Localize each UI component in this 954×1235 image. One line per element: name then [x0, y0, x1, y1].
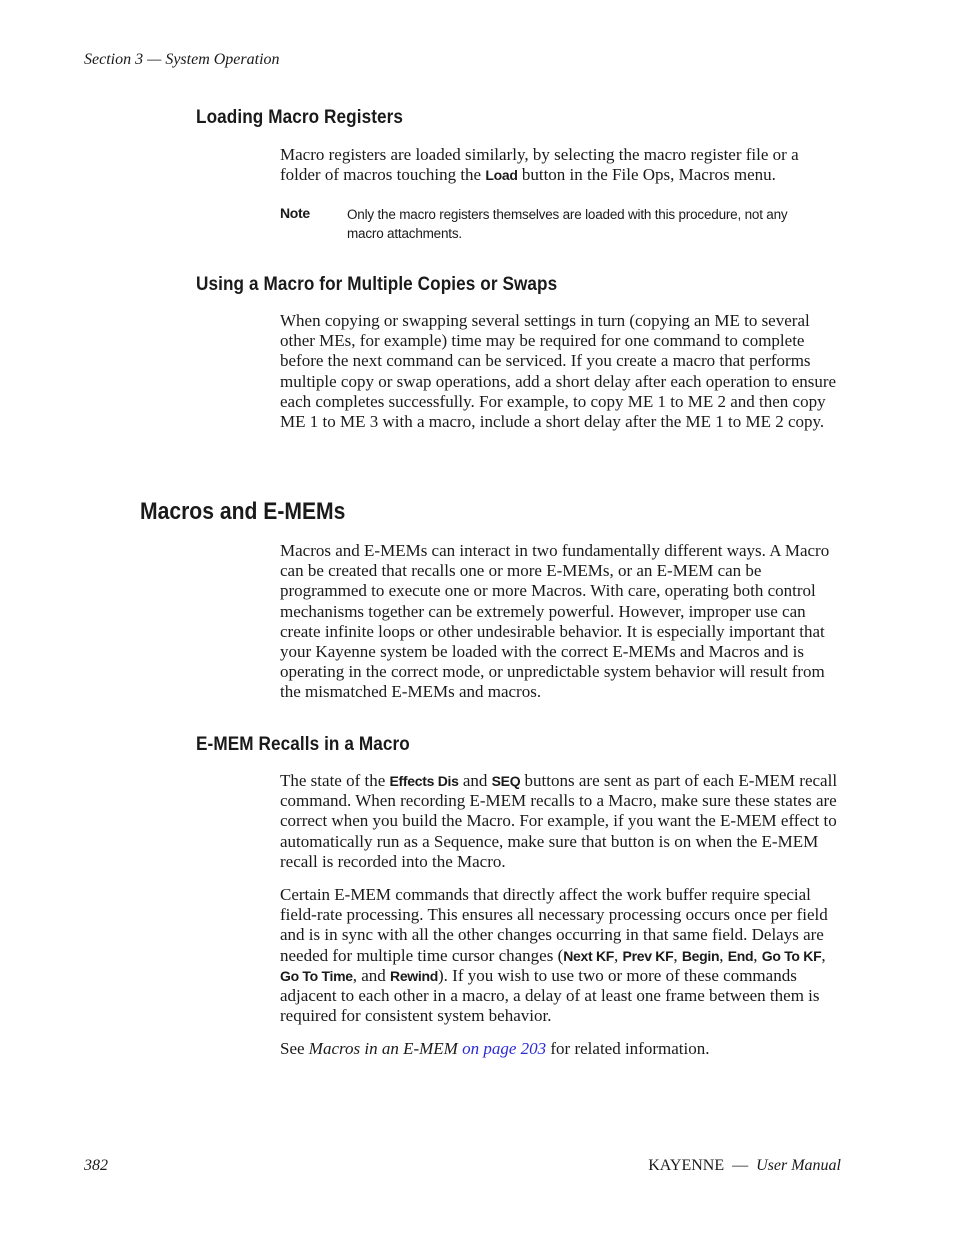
emem-recalls-paragraph-2: [280, 885, 842, 1026]
separator: , and: [352, 965, 391, 985]
separator: ,: [753, 945, 762, 965]
xref-title: Macros in an E-MEM: [308, 1039, 458, 1058]
heading-loading-macro-registers: Loading Macro Registers: [196, 106, 404, 128]
macros-emems-paragraph: Macros and E-MEMs can interact in two fundamentally different ways. A Macro can be created that recalls one or more E-MEMs, or an E-MEM can be programmed to execute one or more Macros. With care, operating both control mechanisms together can be extremely powerful. However, improper use can create infinite loops or other undesirable behavior. It is especially important that your Kayenne system be loaded with the correct E-MEMs and Macros and is operating in the correct mode, or unpredictable system behavior will result from the mismatched E-MEMs and macros.: [280, 541, 830, 702]
begin-label: Begin: [681, 947, 720, 964]
end-label: End: [727, 947, 754, 964]
note-text: Only the macro registers themselves are loaded with this procedure, not any macro attachments.: [347, 207, 788, 241]
separator: ,: [614, 945, 623, 965]
footer-product: KAYENNE: [648, 1157, 725, 1174]
heading-using-macro-copies-swaps: Using a Macro for Multiple Copies or Swaps: [196, 273, 558, 295]
footer-manual: User Manual: [756, 1157, 841, 1174]
loading-text-2: button in the File Ops, Macros menu.: [517, 165, 776, 185]
footer-dash: —: [732, 1157, 749, 1174]
emem-text-1a: The state of the: [280, 771, 390, 790]
using-paragraph: When copying or swapping several settings in turn (copying an ME to several other MEs, for example) time may be required for one command to complete before the next command can be serviced. If you create a macro that performs multiple copy or swap operations, add a short delay after each operation to ensure each completes successfully. For example, to copy ME 1 to ME 2 and then copy ME 1 to ME 3 with a macro, include a short delay after the ME 1 to ME 2 copy.: [280, 311, 837, 432]
loading-text-1: Macro registers are loaded similarly, by selecting the macro register file or a folder of macros touching the: [280, 145, 799, 185]
separator: ,: [673, 945, 682, 965]
see-text: See: [280, 1039, 309, 1058]
load-button-label: Load: [485, 167, 518, 184]
running-head: Section 3 — System Operation: [84, 51, 280, 68]
emem-text-1c: buttons are sent as part of each E-MEM recall command. When recording E-MEM recalls to a Macro, make sure these states are correct when you build the Macro. For example, if you want the E-MEM effect to automatically run as a Sequence, make sure that button is on when the E-MEM recall is recorded into the Macro.: [280, 771, 838, 871]
emem-recalls-paragraph-1: [280, 771, 842, 872]
heading-macros-and-emems: Macros and E-MEMs: [140, 498, 346, 525]
seq-button-label: SEQ: [491, 773, 521, 789]
go-to-time-label: Go To Time: [280, 967, 353, 984]
loading-paragraph: [280, 145, 842, 185]
go-to-kf-label: Go To KF: [761, 947, 822, 964]
effects-dis-button-label: Effects Dis: [389, 773, 459, 789]
page-number: 382: [84, 1157, 108, 1174]
emem-text-2b: ). If you wish to use two or more of these commands adjacent to each other in a macro, a delay of at least one frame between them is required for consistent system behavior.: [280, 965, 820, 1026]
heading-emem-recalls: E-MEM Recalls in a Macro: [196, 733, 410, 755]
emem-text-1b: and: [458, 771, 492, 790]
separator: ,: [719, 945, 728, 965]
see-end-text: for related information.: [546, 1039, 710, 1058]
page-reference-link[interactable]: on page 203: [462, 1039, 547, 1058]
see-also-paragraph: [280, 1039, 842, 1059]
rewind-label: Rewind: [390, 967, 438, 984]
footer-title: [648, 1157, 841, 1175]
note-label: Note: [280, 205, 310, 221]
separator: ,: [821, 945, 826, 965]
prev-kf-label: Prev KF: [622, 947, 674, 964]
emem-text-2a: Certain E-MEM commands that directly affect the work buffer require special field-rate processing. This ensures all necessary processing occurs once per field and is in sync with all the other changes occurring in that same field. Delays are needed for multiple time cursor changes (: [280, 885, 828, 965]
next-kf-label: Next KF: [563, 947, 615, 964]
